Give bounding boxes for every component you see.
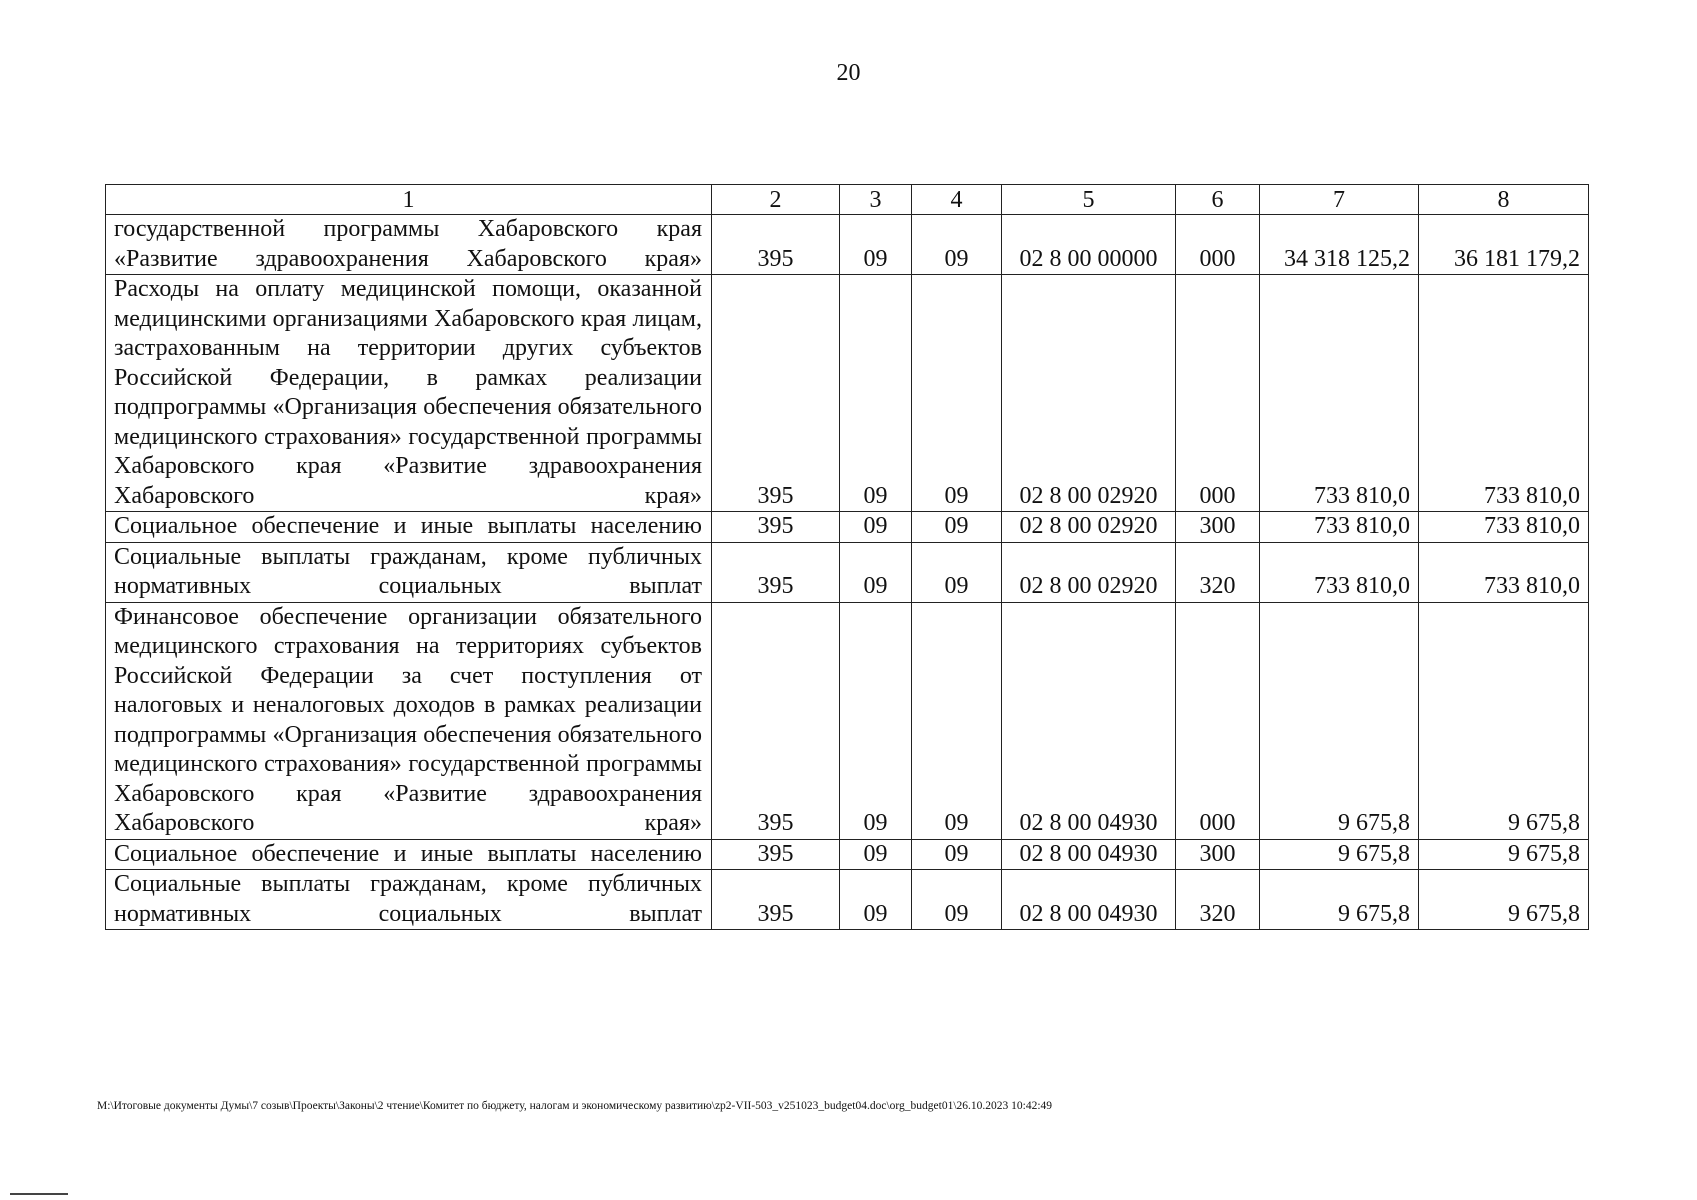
header-col-7: 7: [1260, 185, 1419, 215]
target-article-code: 02 8 00 02920: [1002, 542, 1176, 602]
expense-name: Социальное обеспечение и иные выплаты населению: [106, 839, 712, 870]
expense-type-code: 300: [1176, 839, 1260, 870]
document-file-path: M:\Итоговые документы Думы\7 созыв\Проекты\Законы\2 чтение\Комитет по бюджету, налогам и экономическому развитию\zp2-VII-503_v251023_budget04.doc\org_budget01\26.10.2023 10:42:49: [97, 1100, 1053, 1112]
subsection-code: 09: [912, 275, 1002, 512]
expense-name: Расходы на оплату медицинской помощи, оказанной медицинскими организациями Хабаровского края лицам, застрахованным на территории других субъектов Российской Федерации, в рамках реализации подпрограммы «Организация обеспечения обязательного медицинского страхования» государственной программы Хабаровского края «Развитие здравоохранения Хабаровского края»: [106, 275, 712, 512]
ministry-code: 395: [712, 512, 840, 543]
expense-type-code: 320: [1176, 870, 1260, 930]
ministry-code: 395: [712, 602, 840, 839]
section-code: 09: [840, 602, 912, 839]
header-col-6: 6: [1176, 185, 1260, 215]
amount-col-8: 9 675,8: [1419, 602, 1589, 839]
subsection-code: 09: [912, 839, 1002, 870]
amount-col-7: 733 810,0: [1260, 542, 1419, 602]
expense-type-code: 000: [1176, 275, 1260, 512]
table-row: [106, 512, 1589, 543]
amount-col-7: 733 810,0: [1260, 275, 1419, 512]
amount-col-8: 9 675,8: [1419, 870, 1589, 930]
table-row: [106, 275, 1589, 512]
amount-col-8: 733 810,0: [1419, 512, 1589, 543]
ministry-code: 395: [712, 215, 840, 275]
amount-col-7: 9 675,8: [1260, 602, 1419, 839]
amount-col-8: 733 810,0: [1419, 275, 1589, 512]
target-article-code: 02 8 00 04930: [1002, 839, 1176, 870]
expense-name: государственной программы Хабаровского края «Развитие здравоохранения Хабаровского края»: [106, 215, 712, 275]
amount-col-8: 733 810,0: [1419, 542, 1589, 602]
expense-type-code: 300: [1176, 512, 1260, 543]
table-row: [106, 839, 1589, 870]
ministry-code: 395: [712, 542, 840, 602]
target-article-code: 02 8 00 04930: [1002, 602, 1176, 839]
section-code: 09: [840, 542, 912, 602]
section-code: 09: [840, 512, 912, 543]
subsection-code: 09: [912, 215, 1002, 275]
expense-type-code: 000: [1176, 215, 1260, 275]
header-col-1: 1: [106, 185, 712, 215]
amount-col-8: 36 181 179,2: [1419, 215, 1589, 275]
subsection-code: 09: [912, 870, 1002, 930]
header-col-8: 8: [1419, 185, 1589, 215]
table-row: [106, 542, 1589, 602]
expense-name: Финансовое обеспечение организации обязательного медицинского страхования на территориях субъектов Российской Федерации за счет поступления от налоговых и неналоговых доходов в рамках реализации подпрограммы «Организация обеспечения обязательного медицинского страхования» государственной программы Хабаровского края «Развитие здравоохранения Хабаровского края»: [106, 602, 712, 839]
subsection-code: 09: [912, 542, 1002, 602]
header-col-5: 5: [1002, 185, 1176, 215]
target-article-code: 02 8 00 04930: [1002, 870, 1176, 930]
subsection-code: 09: [912, 512, 1002, 543]
expense-type-code: 000: [1176, 602, 1260, 839]
header-col-2: 2: [712, 185, 840, 215]
amount-col-7: 733 810,0: [1260, 512, 1419, 543]
expense-name: Социальные выплаты гражданам, кроме публичных нормативных социальных выплат: [106, 870, 712, 930]
section-code: 09: [840, 275, 912, 512]
table-row: [106, 602, 1589, 839]
ministry-code: 395: [712, 839, 840, 870]
expense-type-code: 320: [1176, 542, 1260, 602]
section-code: 09: [840, 839, 912, 870]
amount-col-7: 9 675,8: [1260, 839, 1419, 870]
scan-edge-mark: [10, 1193, 68, 1195]
ministry-code: 395: [712, 275, 840, 512]
target-article-code: 02 8 00 02920: [1002, 275, 1176, 512]
header-row: [106, 185, 1589, 215]
expense-name: Социальные выплаты гражданам, кроме публичных нормативных социальных выплат: [106, 542, 712, 602]
page-number: 20: [836, 60, 861, 86]
ministry-code: 395: [712, 870, 840, 930]
target-article-code: 02 8 00 02920: [1002, 512, 1176, 543]
table-row: [106, 870, 1589, 930]
budget-table: [105, 184, 1589, 930]
header-col-3: 3: [840, 185, 912, 215]
header-col-4: 4: [912, 185, 1002, 215]
amount-col-7: 34 318 125,2: [1260, 215, 1419, 275]
section-code: 09: [840, 215, 912, 275]
amount-col-8: 9 675,8: [1419, 839, 1589, 870]
subsection-code: 09: [912, 602, 1002, 839]
section-code: 09: [840, 870, 912, 930]
amount-col-7: 9 675,8: [1260, 870, 1419, 930]
target-article-code: 02 8 00 00000: [1002, 215, 1176, 275]
table-row: [106, 215, 1589, 275]
expense-name: Социальное обеспечение и иные выплаты населению: [106, 512, 712, 543]
